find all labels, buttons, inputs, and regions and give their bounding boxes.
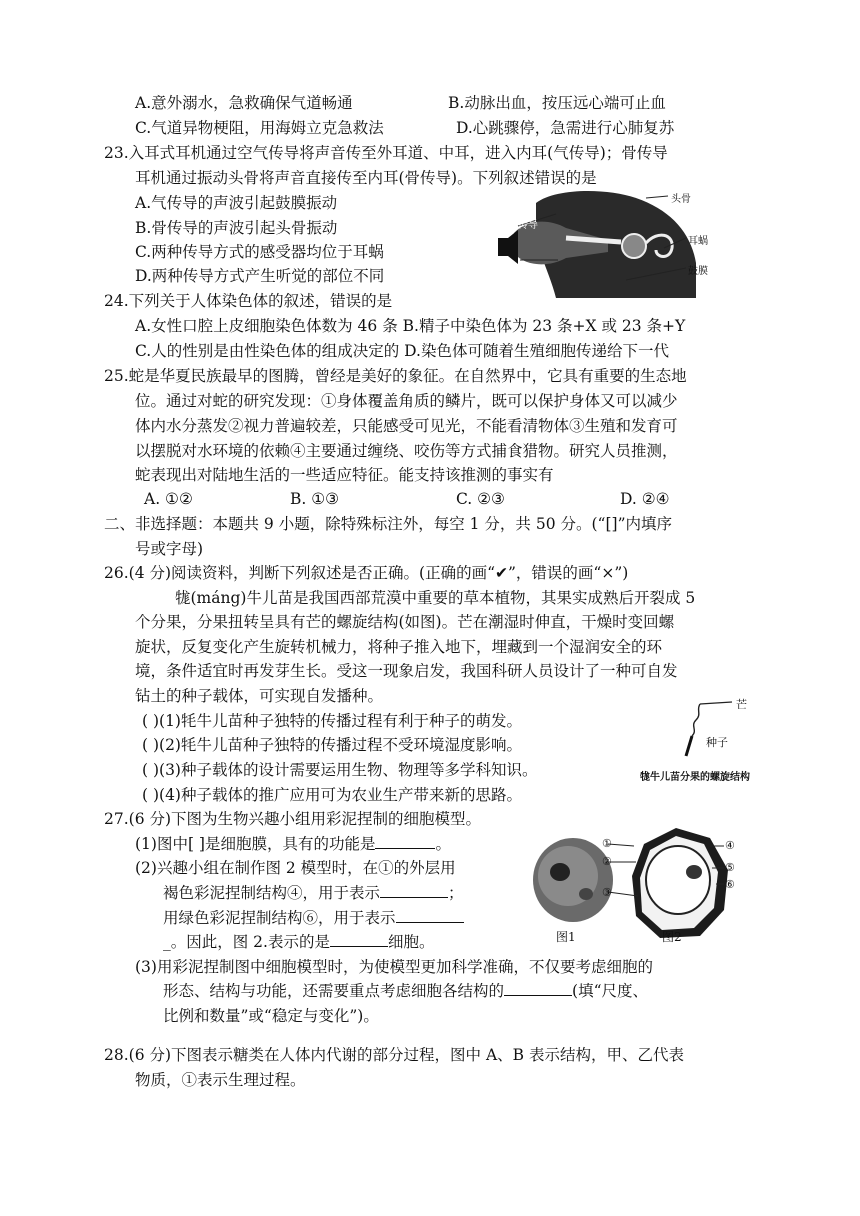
q27-sub1-end: 。 (435, 835, 451, 853)
q25-line4: 以摆脱对水环境的依赖④主要通过缠绕、咬伤等方式捕食猎物。研究人员推测， (135, 442, 678, 460)
q27-sub2-line3-text: 用绿色彩泥捏制结构⑥，用于表示 (163, 909, 396, 927)
q23-stem-line1: 23.入耳式耳机通过空气传导将声音传至外耳道、中耳，进入内耳(气传导)；骨传导 (104, 144, 668, 162)
q27-sub1 (135, 834, 451, 854)
cell-fig2-caption: 图2 (662, 930, 682, 944)
q25-line2: 位。通过对蛇的研究发现：①身体覆盖角质的鳞片，既可以保护身体又可以减少 (135, 392, 678, 410)
q27-sub2-line4-text: _。因此，图 2.表示的是 (163, 933, 330, 951)
q22-option-d: D.心跳骤停，急需进行心肺复苏 (456, 119, 675, 137)
q23-option-d: D.两种传导方式产生听觉的部位不同 (135, 267, 385, 285)
q26-passage-line4: 境，条件适宜时再发芽生长。受这一现象启发，我国科研人员设计了一种可自发 (135, 662, 678, 680)
q27-blank-cell-type[interactable] (330, 932, 388, 947)
cell-label-6: ⑥ (725, 878, 735, 891)
ear-label-eardrum: 鼓膜 (688, 266, 708, 277)
ear-label-air-conduction: 气传导 (510, 265, 540, 276)
seed-spiral-svg (636, 696, 786, 766)
q27-sub2-line4 (163, 932, 434, 952)
q26-stem: 26.(4 分)阅读资料，判断下列叙述是否正确。(正确的画“✔”，错误的画“×”) (104, 564, 629, 582)
cell-label-5: ⑤ (725, 861, 735, 874)
q24-options-cd: C.人的性别是由性染色体的组成决定的 D.染色体可随着生殖细胞传递给下一代 (135, 342, 669, 360)
q27-sub2-line3 (163, 908, 464, 928)
q25-option-b: B. ①③ (290, 490, 340, 508)
q26-judgment-1: ( )(1)牦牛儿苗种子独特的传播过程有利于种子的萌发。 (142, 712, 522, 730)
q26-passage-line5: 钻土的种子载体，可实现自发播种。 (135, 687, 384, 705)
q26-judgment-2: ( )(2)牦牛儿苗种子独特的传播过程不受环境湿度影响。 (142, 736, 522, 754)
q27-sub2-line2-text: 褐色彩泥捏制结构④，用于表示 (163, 884, 381, 902)
cell-label-1: ① (602, 837, 612, 850)
q26-passage-line3: 旋状，反复变化产生旋转机械力，将种子推入地下，埋藏到一个湿润安全的环 (135, 638, 663, 656)
cell-fig1-caption: 图1 (556, 930, 576, 944)
q23-option-c: C.两种传导方式的感受器均位于耳蜗 (135, 243, 384, 261)
q26-judgment-4: ( )(4)种子载体的推广应用可为农业生产带来新的思路。 (142, 786, 522, 804)
q26-passage-line1: 牻(máng)牛儿苗是我国西部荒漠中重要的草本植物，其果实成熟后开裂成 5 (175, 589, 696, 607)
q27-stem: 27.(6 分)下图为生物兴趣小组用彩泥捏制的细胞模型。 (104, 810, 482, 828)
q27-blank-structure6[interactable] (396, 908, 464, 923)
q24-stem: 24.下列关于人体染色体的叙述，错误的是 (104, 292, 393, 310)
q26-judgment-3: ( )(3)种子载体的设计需要运用生物、物理等多学科知识。 (142, 761, 538, 779)
q23-option-a: A.气传导的声波引起鼓膜振动 (135, 194, 338, 212)
ear-label-cochlea: 耳蜗 (688, 236, 708, 247)
q26-passage-line2: 个分果，分果扭转呈具有芒的螺旋结构(如图)。芒在潮湿时伸直，干燥时变回螺 (135, 613, 675, 631)
ear-diagram (496, 188, 728, 298)
q27-sub2-line2 (163, 883, 464, 903)
section2-header-line2: 号或字母) (135, 540, 204, 558)
q23-option-b: B.骨传导的声波引起头骨振动 (135, 219, 338, 237)
q27-sub1-text: (1)图中[ ]是细胞膜，具有的功能是 (135, 835, 376, 853)
q22-option-b: B.动脉出血，按压远心端可止血 (448, 94, 666, 112)
cell-model-figure (528, 824, 738, 946)
q25-line5: 蛇表现出对陆地生活的一些适应特征。能支持该推测的事实有 (135, 466, 554, 484)
ear-label-bone-conduction: 骨传导 (508, 220, 538, 231)
q23-stem-line2: 耳机通过振动头骨将声音直接传至内耳(骨传导)。下列叙述错误的是 (135, 169, 597, 187)
q25-line3: 体内水分蒸发②视力普遍较差，只能感受可见光，不能看清物体③生殖和发育可 (135, 417, 678, 435)
q28-line1: 28.(6 分)下图表示糖类在人体内代谢的部分过程，图中 A、B 表示结构，甲、乙代表 (104, 1046, 684, 1064)
section2-header-line1: 二、非选择题：本题共 9 小题，除特殊标注外，每空 1 分，共 50 分。(“[]”内填序 (104, 515, 673, 533)
q27-sub2-line1: (2)兴趣小组在制作图 2 模型时，在①的外层用 (135, 859, 456, 877)
seed-figure-caption: 牻牛儿苗分果的螺旋结构 (640, 772, 750, 783)
q27-sub3-line2 (163, 981, 648, 1001)
q27-blank-consideration[interactable] (504, 981, 572, 996)
seed-label-awn: 芒 (736, 698, 747, 711)
q22-option-a: A.意外溺水，急救确保气道畅通 (135, 94, 353, 112)
q25-option-a: A. ①② (144, 490, 193, 508)
cell-label-4: ④ (725, 839, 735, 852)
q27-sub3-line3: 比例和数量”或“稳定与变化”)。 (163, 1007, 379, 1025)
q25-option-d: D. ②④ (620, 490, 670, 508)
q27-sub3-line1: (3)用彩泥捏制图中细胞模型时，为使模型更加科学准确，不仅要考虑细胞的 (135, 958, 653, 976)
cell-label-2: ② (602, 855, 612, 868)
q24-options-ab: A.女性口腔上皮细胞染色体数为 46 条 B.精子中染色体为 23 条+X 或 23 条+Y (135, 317, 686, 335)
seed-label-seed: 种子 (706, 736, 728, 749)
q27-blank-structure4[interactable] (380, 883, 448, 898)
q25-line1: 25.蛇是华夏民族最早的图腾，曾经是美好的象征。在自然界中，它具有重要的生态地 (104, 367, 687, 385)
seed-spiral-figure (636, 696, 786, 783)
q27-sub3-line2-text: 形态、结构与功能，还需要重点考虑细胞各结构的 (163, 982, 505, 1000)
cell-label-3: ③ (602, 886, 612, 899)
q25-option-c: C. ②③ (456, 490, 505, 508)
q27-sub3-line2-end: (填“尺度、 (572, 982, 648, 1000)
q27-sub2-line4-end: 细胞。 (387, 933, 435, 951)
ear-label-skull: 头骨 (671, 194, 691, 205)
q28-line2: 物质，①表示生理过程。 (135, 1071, 306, 1089)
q27-sub2-line2-end: ； (448, 884, 464, 902)
q22-option-c: C.气道异物梗阻，用海姆立克急救法 (135, 119, 384, 137)
q27-blank-membrane-function[interactable] (375, 834, 435, 849)
